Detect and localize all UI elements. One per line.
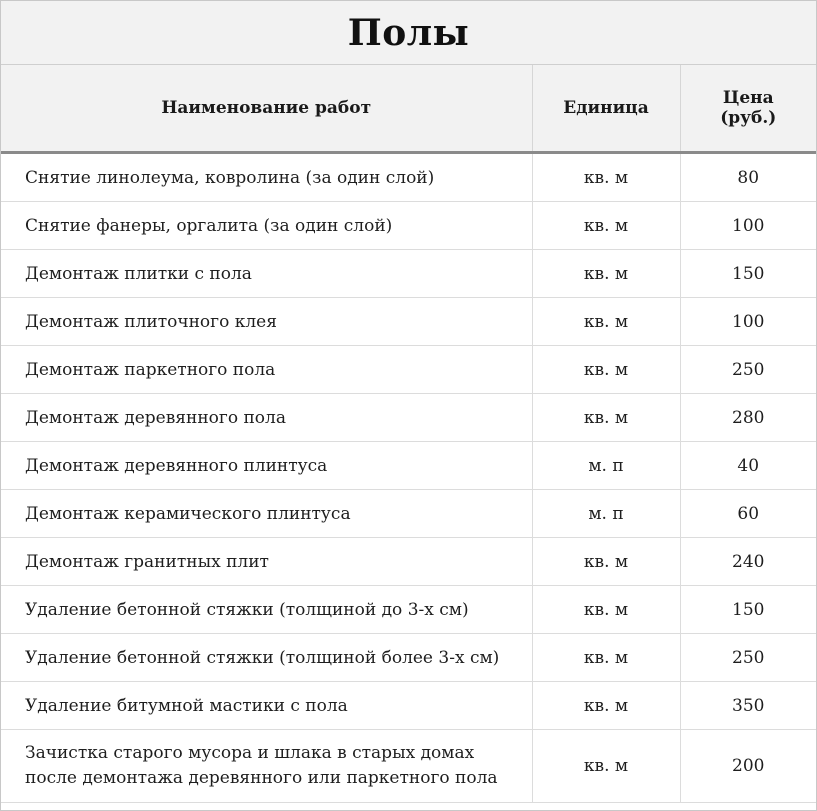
row-unit: кв. м: [532, 586, 680, 634]
header-row: [1, 65, 816, 153]
row-price: 250: [680, 346, 816, 394]
row-price: 240: [680, 538, 816, 586]
row-name: Удаление бетонной стяжки (толщиной до 3-х см): [1, 586, 532, 634]
row-name: Удаление бетонной стяжки (толщиной более 3-х см): [1, 634, 532, 682]
row-name: Демонтаж гранитных плит: [1, 538, 532, 586]
row-unit: кв. м: [532, 298, 680, 346]
row-unit: кв. м: [532, 394, 680, 442]
table-row: [1, 490, 816, 538]
table-row: [1, 298, 816, 346]
price-grid: [1, 65, 816, 803]
table-row: [1, 202, 816, 250]
row-price: 60: [680, 490, 816, 538]
row-price: 150: [680, 250, 816, 298]
row-price: 250: [680, 634, 816, 682]
column-header-unit: Единица: [532, 65, 680, 153]
row-price: 280: [680, 394, 816, 442]
table-row: [1, 538, 816, 586]
row-name: Демонтаж керамического плинтуса: [1, 490, 532, 538]
row-name: Снятие фанеры, оргалита (за один слой): [1, 202, 532, 250]
row-name: Демонтаж деревянного плинтуса: [1, 442, 532, 490]
row-unit: кв. м: [532, 202, 680, 250]
row-price: 100: [680, 298, 816, 346]
row-price: 40: [680, 442, 816, 490]
row-name: Удаление битумной мастики с пола: [1, 682, 532, 730]
title-row: [1, 1, 816, 65]
row-unit: кв. м: [532, 682, 680, 730]
row-unit: кв. м: [532, 346, 680, 394]
table-row: [1, 586, 816, 634]
row-name: Зачистка старого мусора и шлака в старых домах после демонтажа деревянного или паркетного пола: [1, 730, 532, 803]
table-row: [1, 442, 816, 490]
row-price: 150: [680, 586, 816, 634]
row-price: 350: [680, 682, 816, 730]
column-header-price-label: Цена (руб.): [720, 88, 777, 128]
table-row: [1, 346, 816, 394]
row-name: Демонтаж паркетного пола: [1, 346, 532, 394]
row-unit: м. п: [532, 490, 680, 538]
row-unit: кв. м: [532, 634, 680, 682]
column-header-price: [680, 65, 816, 153]
row-name: Демонтаж плиточного клея: [1, 298, 532, 346]
table-row: [1, 682, 816, 730]
table-row: [1, 394, 816, 442]
table-row: [1, 250, 816, 298]
table-row: [1, 153, 816, 202]
row-price: 100: [680, 202, 816, 250]
column-header-name: Наименование работ: [1, 65, 532, 153]
row-unit: кв. м: [532, 153, 680, 202]
row-unit: м. п: [532, 442, 680, 490]
row-unit: кв. м: [532, 538, 680, 586]
row-price: 200: [680, 730, 816, 803]
row-price: 80: [680, 153, 816, 202]
row-unit: кв. м: [532, 250, 680, 298]
page-title: Полы: [347, 11, 470, 54]
row-name: Демонтаж деревянного пола: [1, 394, 532, 442]
table-row: [1, 730, 816, 803]
row-name: Демонтаж плитки с пола: [1, 250, 532, 298]
table-row: [1, 634, 816, 682]
row-unit: кв. м: [532, 730, 680, 803]
row-name: Снятие линолеума, ковролина (за один слой): [1, 153, 532, 202]
